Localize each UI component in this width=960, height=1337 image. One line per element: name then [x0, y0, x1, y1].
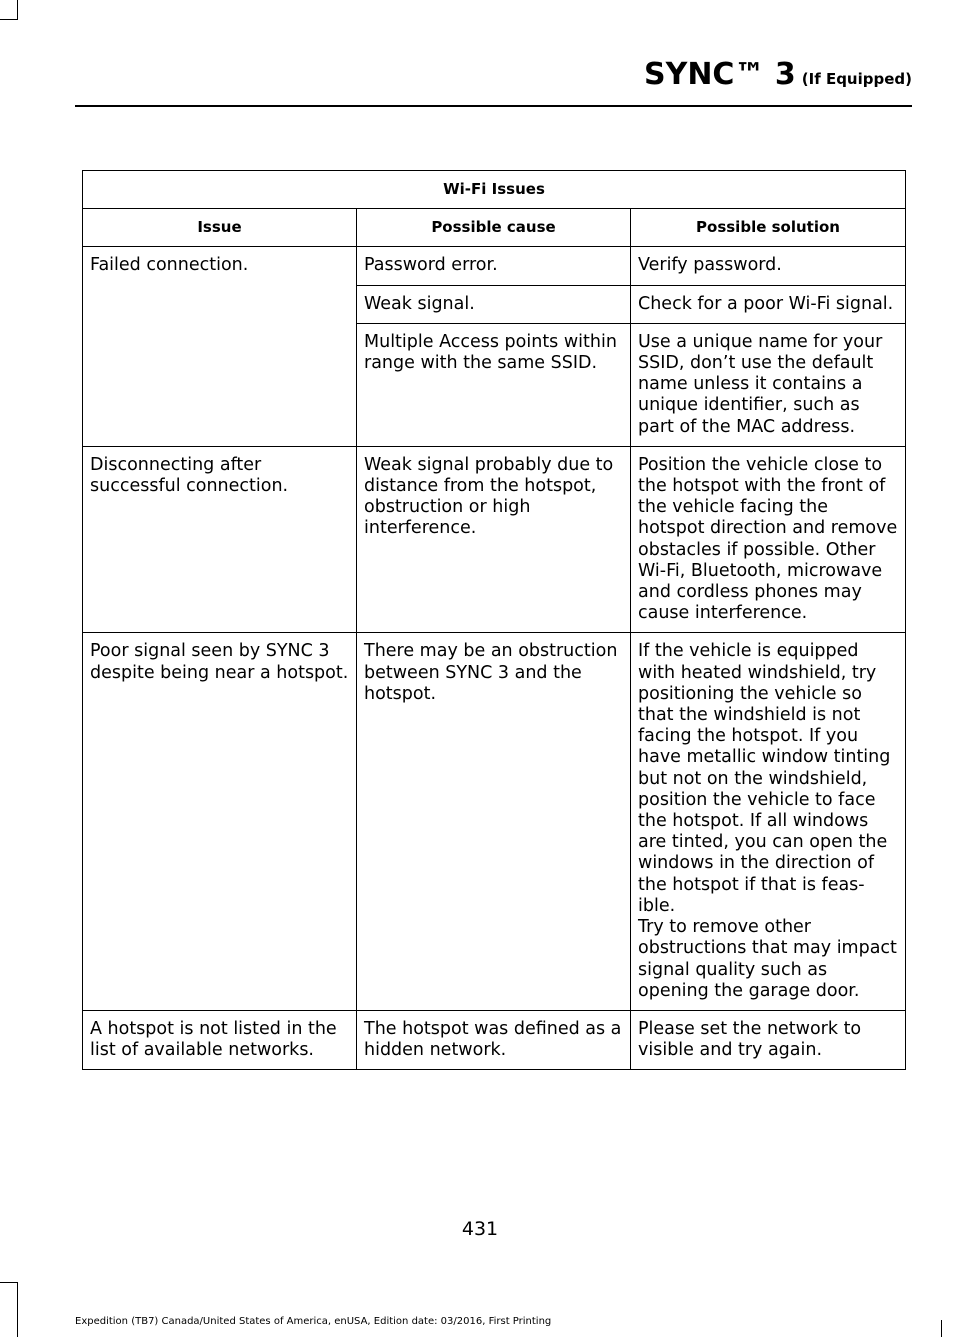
crop-mark: [0, 1282, 18, 1283]
issue-cell: Failed connection.: [83, 247, 357, 446]
cause-cell: Password error.: [357, 247, 631, 285]
solution-text: Please set the network to visible and try again.: [638, 1018, 862, 1061]
cause-cell: Weak signal.: [357, 285, 631, 323]
solution-text: Use a unique name for your SSID, don’t use the default name unless it contains a unique identifier, such as part of the MAC address.: [638, 331, 883, 437]
footer-text: Expedition (TB7) Canada/United States of America, enUSA, Edition date: 03/2016, First Printing: [75, 1316, 552, 1327]
solution-text: Position the vehicle close to the hotspot with the front of the vehicle facing the hotspot direction and remove obstacles if possible. Other Wi-Fi, Bluetooth, microwave and cordless phones may cause interference.: [638, 454, 898, 624]
solution-cell: [631, 446, 906, 633]
solution-text: Check for a poor Wi-Fi signal.: [638, 293, 894, 314]
solution-cell: [631, 323, 906, 446]
cause-cell: Weak signal probably due to distance from the hotspot, obstruction or high interference.: [357, 446, 631, 633]
solution-cell: [631, 1010, 906, 1069]
table-row: [83, 633, 906, 1010]
issue-cell: Poor signal seen by SYNC 3 despite being near a hotspot.: [83, 633, 357, 1010]
solution-cell: [631, 285, 906, 323]
column-header-cause: Possible cause: [357, 209, 631, 247]
chapter-title: SYNC™ 3: [643, 57, 796, 92]
cause-cell: The hotspot was defined as a hidden network.: [357, 1010, 631, 1069]
cause-cell: There may be an obstruction between SYNC 3 and the hotspot.: [357, 633, 631, 1010]
table-row: [83, 1010, 906, 1069]
wifi-issues-table: [82, 170, 906, 1070]
crop-mark: [17, 0, 18, 20]
issue-cell: A hotspot is not listed in the list of available networks.: [83, 1010, 357, 1069]
solution-text: Try to remove other obstructions that may impact signal quality such as opening the garage door.: [638, 917, 897, 1001]
crop-mark: [17, 1282, 18, 1337]
table-row: [83, 446, 906, 633]
page-header: [0, 55, 912, 99]
issue-cell: Disconnecting after successful connection.: [83, 446, 357, 633]
chapter-subtitle: (If Equipped): [801, 70, 912, 88]
crop-mark: [941, 1320, 942, 1337]
cause-cell: Multiple Access points within range with the same SSID.: [357, 323, 631, 446]
solution-cell: [631, 633, 906, 1010]
column-header-solution: Possible solution: [631, 209, 906, 247]
table-row: [83, 247, 906, 285]
page-number: 431: [461, 1218, 499, 1240]
table-title: Wi-Fi Issues: [83, 171, 906, 209]
solution-text: If the vehicle is equipped with heated windshield, try positioning the vehicle so that the windshield is not facing the hotspot. If you have metallic window tinting but not on the windshield, position the vehicle to face the hotspot. If all windows are tinted, you can open the windows in the direction of the hotspot if that is feas-ible.: [638, 641, 891, 916]
crop-mark: [0, 19, 18, 20]
header-divider: [75, 105, 912, 107]
solution-text: Verify password.: [638, 255, 782, 276]
column-header-issue: Issue: [83, 209, 357, 247]
solution-cell: [631, 247, 906, 285]
